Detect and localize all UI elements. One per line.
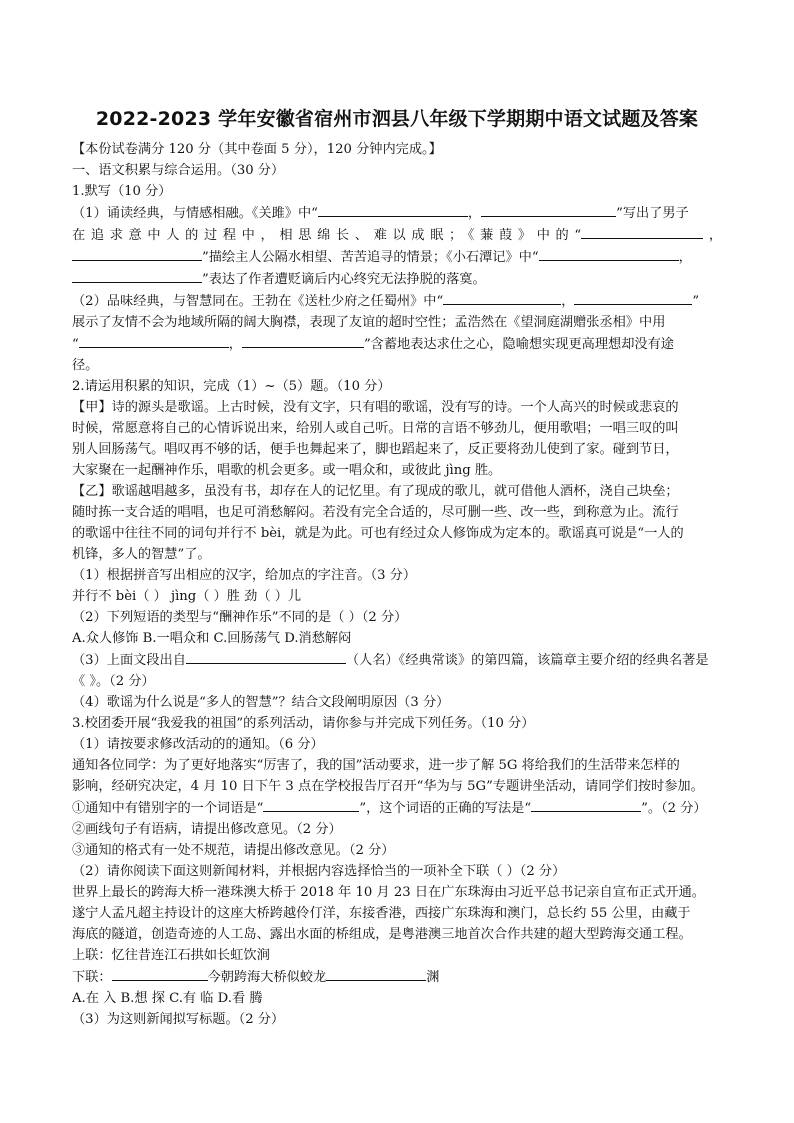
answer-blank[interactable] [574,290,692,305]
answer-blank[interactable] [72,268,202,283]
answer-blank[interactable] [531,797,641,812]
exam-note: 【本份试卷满分 120 分（其中卷面 5 分），120 分钟内完成。】 [72,142,442,157]
answer-blank[interactable] [242,333,364,348]
answer-blank[interactable] [481,202,616,217]
question-1-2-line-3 [72,333,722,355]
notice-line: 通知各位同学：为了更好地落实“厉害了，我的国”活动要求，进一步了解 5G 将给我们的生活带来怎样的 [72,758,680,773]
text-fragment: ”表达了作者遭贬谪后内心终究无法挣脱的落寞。 [202,272,486,287]
text-fragment: 在追求意中人的过程中，相思绵长、难以成眠；《蒹葭》中的“ [72,228,582,243]
news-line: 世界上最长的跨海大桥一港珠澳大桥于 2018 年 10 月 23 日在广东珠海由习近平总书记亲自宣布正式开通。 [72,885,705,900]
answer-blank[interactable] [581,224,703,239]
passage-jia-line: 时候，常愿意将自己的心情诉说出来，给别人或自己听。日常的言语不够劲儿，便用歌唱；一唱三叹的叫 [72,421,679,436]
question-3-1-2: ②画线句子有语病，请提出修改意见。（2 分） [72,822,342,837]
text-fragment: （3）上面文段出自 [72,653,186,668]
question-2-3 [72,649,722,671]
answer-blank[interactable] [263,797,359,812]
section-heading: 一、语文积累与综合运用。（30 分） [72,163,285,178]
couplet-lower [72,966,722,988]
answer-blank[interactable] [318,202,468,217]
question-3-1: （1）请按要求修改活动的的通知。（6 分） [72,737,324,752]
answer-blank[interactable] [326,966,426,981]
text-fragment: （人名）《经典常谈》的第四篇，该篇章主要介绍的经典名著是 [345,653,709,668]
question-1-1-line-2 [72,224,722,246]
text-fragment: ”。（2 分） [641,801,707,816]
question-1-1-line-3 [72,246,722,268]
answer-blank[interactable] [79,333,229,348]
text-fragment: ， [703,228,723,243]
text-fragment: （2）品味经典，与智慧同在。王勃在《送杜少府之任蜀州》中“ [72,294,444,309]
couplet-upper: 上联：忆往昔连江石拱如长虹饮涧 [72,948,270,963]
text-fragment: ， [467,206,482,221]
answer-blank[interactable] [186,649,346,664]
news-line: 遂宁人孟凡超主持设计的这座大桥跨越伶仃洋，东接香港，西接广东珠海和澳门，总长约 55 公里，由藏于 [72,906,691,921]
text-fragment: ”描绘主人公隔水相望、苦苦追寻的情景；《小石潭记》中“ [202,250,539,265]
question-3-3: （3）为这则新闻拟写标题。（2 分） [72,1012,285,1027]
text-fragment: “ [72,337,79,352]
question-1-2-line-2: 展示了友情不会为地域所隔的阔大胸襟，表现了友谊的超时空性；孟浩然在《望洞庭湖赠张丞相》中用 [72,315,666,330]
passage-yi-line: 的歌谣中往往不同的词句并行不 bèi，就是为此。可也有经过众人修饰成为定本的。歌谣真可说是“一人的 [72,526,684,541]
text-fragment: ” [692,294,700,309]
question-2-1-answers: 并行不 bèi（ ） jìng（ ）胜 劲（ ）儿 [72,589,302,604]
passage-jia-line: 别人回肠荡气。唱叹再不够的话，便手也舞起来了，脚也蹈起来了，反正要将劲儿使到了家。碰到节日， [72,442,679,457]
answer-blank[interactable] [539,246,679,261]
news-line: 海底的隧道，创造奇迹的人工岛、露出水面的桥组成，是粤港澳三地首次合作共建的超大型跨海交通工程。 [72,927,692,942]
question-2-heading: 2.请运用积累的知识，完成（1）~（5）题。（10 分） [72,379,391,394]
question-2-1: （1）根据拼音写出相应的汉字，给加点的字注音。（3 分） [72,568,417,583]
text-fragment: 今朝跨海大桥似蛟龙 [207,970,327,985]
passage-yi-line: 机锋，多人的智慧”了。 [72,547,211,562]
text-fragment: ， [678,250,692,265]
answer-blank[interactable] [72,246,202,261]
notice-line: 影响，经研究决定，4 月 10 日下午 3 点在学校报告厅召开“华为与 5G”专题讲坐活动，请同学们按时参加。 [72,779,704,794]
question-2-2: （2）下列短语的类型与“酬神作乐”不同的是（ ）（2 分） [72,610,408,625]
question-1-heading: 1.默写（10 分） [72,184,172,199]
text-fragment: ”写出了男子 [616,206,689,221]
passage-jia-line: 大家聚在一起酬神作乐，唱歌的机会更多。或一唱众和，或彼此 jìng 胜。 [72,463,502,478]
question-1-1-line-1 [72,202,722,224]
question-1-2-line-1 [72,290,722,312]
answer-blank[interactable] [112,966,208,981]
question-1-1-line-4 [72,268,722,290]
question-3-1-3: ③通知的格式有一处不规范，请提出修改意见。（2 分） [72,843,395,858]
page-title: 2022-2023 学年安徽省宿州市泗县八年级下学期期中语文试题及答案 [95,108,699,130]
answer-blank[interactable] [443,290,561,305]
question-3-2: （2）请你阅读下面这则新闻材料，并根据内容选择恰当的一项补全下联（ ）（2 分） [72,864,566,879]
exam-page [72,104,722,1030]
question-2-4: （4）歌谣为什么说是“多人的智慧”？结合文段阐明原因（3 分） [72,695,450,710]
text-fragment: ， [561,294,575,309]
text-fragment: 渊 [426,970,440,985]
question-3-1-1 [72,797,722,819]
question-3-heading: 3.校团委开展“我爱我的祖国”的系列活动，请你参与并完成下列任务。（10 分） [72,716,535,731]
question-1-2-line-4: 径。 [72,358,99,373]
question-2-2-options: A.众人修饰 B.一唱众和 C.回肠荡气 D.消愁解闷 [72,631,352,646]
passage-jia-line: 【甲】诗的源头是歌谣。上古时候，没有文字，只有唱的歌谣，没有写的诗。一个人高兴的时候或悲哀的 [72,400,679,415]
text-fragment: 下联： [72,970,112,985]
question-2-3-cont: 《 》。（2 分） [72,674,155,689]
text-fragment: ”含蓄地表达求仕之心，隐喻想实现更高理想却没有途 [363,337,674,352]
passage-yi-line: 随时拣一支合适的唱唱，也足可消愁解闷。若没有完全合适的，尽可删一些、改一些，到称意为止。流行 [72,505,679,520]
text-fragment: ①通知中有错别字的一个词语是“ [72,801,264,816]
couplet-options: A.在 入 B.想 探 C.有 临 D.看 腾 [72,991,263,1006]
passage-yi-line: 【乙】歌谣越唱越多，虽没有书，却存在人的记忆里。有了现成的歌儿，就可借他人酒杯，浇自己块垒； [72,484,679,499]
text-fragment: ”，这个词语的正确的写法是“ [359,801,532,816]
text-fragment: ， [228,337,242,352]
text-fragment: （1）诵读经典，与情感相融。《关雎》中“ [72,206,318,221]
